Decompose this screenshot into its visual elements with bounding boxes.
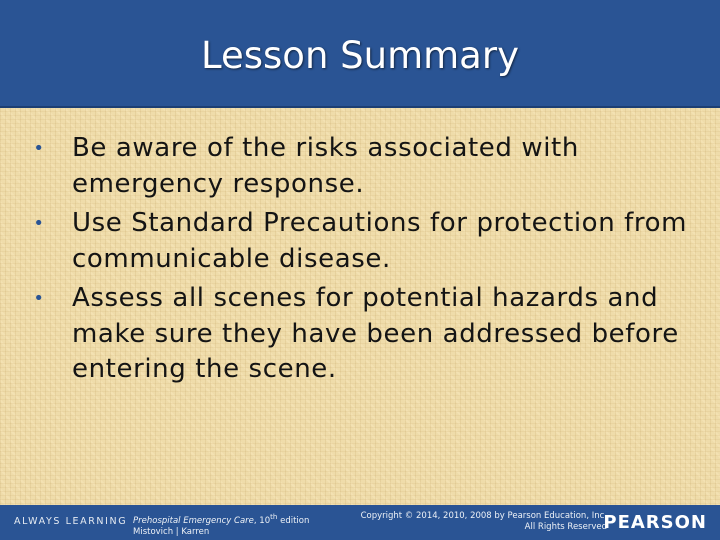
book-authors: Mistovich | Karren [133,526,210,537]
copyright-notice [361,511,607,533]
book-edition-suffix: edition [277,515,310,526]
bullet-item [30,206,700,277]
bullet-icon: • [33,288,45,309]
bullet-list [30,131,700,392]
bullet-icon: • [33,213,45,234]
pearson-logo: PEARSON [603,512,707,533]
title-bar [0,0,720,108]
slide-title: Lesson Summary [201,34,519,77]
bullet-text: Be aware of the risks associated with emergency response. [72,133,579,199]
bullet-text: Use Standard Precautions for protection from communicable disease. [72,208,688,274]
bullet-icon: • [33,138,45,159]
footer-bar [0,505,720,540]
copyright-line-1: Copyright © 2014, 2010, 2008 by Pearson Education, Inc. [360,511,607,521]
always-learning-label: ALWAYS LEARNING [14,516,128,527]
book-title: Prehospital Emergency Care [133,515,254,526]
bullet-item [30,131,700,202]
bullet-item [30,281,700,388]
copyright-line-2: All Rights Reserved [524,522,607,532]
book-edition-prefix: , 10 [253,515,271,526]
book-citation [133,511,309,538]
bullet-text: Assess all scenes for potential hazards and make sure they have been addressed before entering the scene. [72,283,679,384]
book-edition-sup: th [270,512,278,521]
